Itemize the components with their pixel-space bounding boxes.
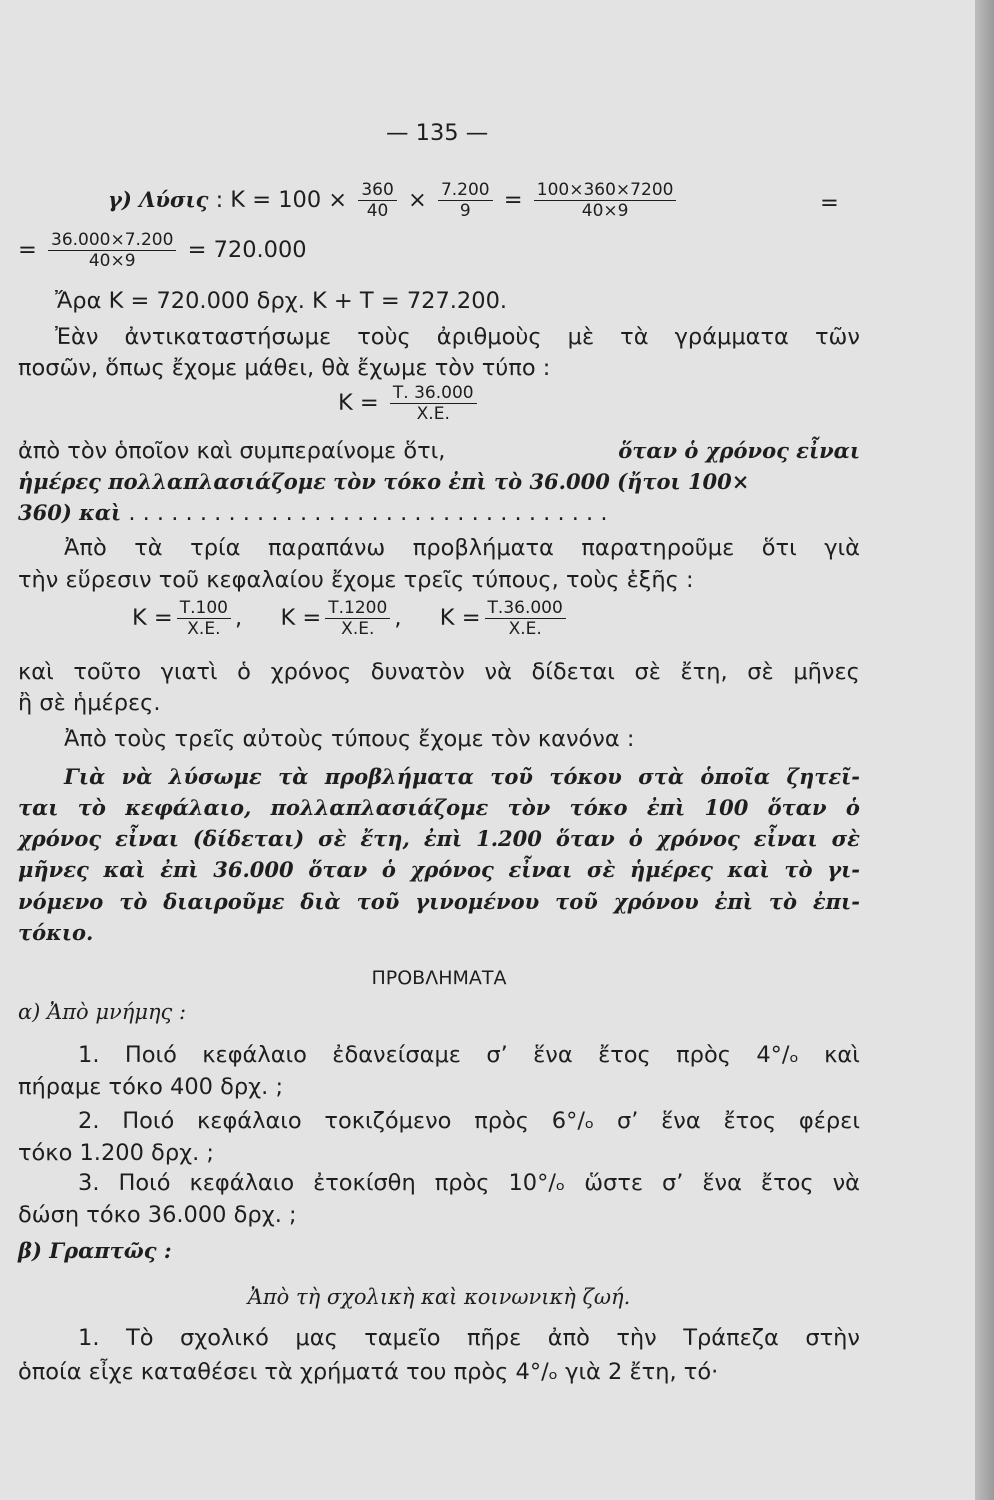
rule-line-4: μῆνες καὶ ἐπὶ 36.000 ὅταν ὁ χρόνος εἶναι σὲ ἡμέρες καὶ τὸ γι- bbox=[18, 857, 860, 882]
written-label: β) Γραπτῶς : bbox=[18, 1238, 172, 1263]
solution-label: γ) Λύσις bbox=[108, 187, 209, 212]
para2-line2: ἡμέρες πολλαπλασιάζομε τὸν τόκο ἐπὶ τὸ 36.000 (ἤτοι 100× bbox=[18, 469, 750, 494]
fraction-360-40: $\frac{360}{40}$ bbox=[358, 180, 396, 221]
para3-line1: Ἀπὸ τὰ τρία παραπάνω προβλήματα παρατηροῦμε ὅτι γιὰ bbox=[64, 535, 860, 561]
equals-sign: = bbox=[503, 187, 523, 213]
problems-heading: ΠΡΟΒΛΗΜΑΤΑ bbox=[371, 967, 507, 989]
para3-line3: καὶ τοῦτο γιατὶ ὁ χρόνος δυνατὸν νὰ δίδεται σὲ ἔτη, σὲ μῆνες bbox=[18, 659, 860, 685]
rule-line-2: ται τὸ κεφάλαιο, πολλαπλασιάζομε τὸν τόκο ἐπὶ 100 ὅταν ὁ bbox=[18, 795, 860, 820]
problem-1-line1: 1. Ποιό κεφάλαιο ἐδανείσαμε σ’ ἕνα ἔτος πρὸς 4°/ₒ καὶ bbox=[78, 1042, 860, 1068]
problem-2-line1: 2. Ποιό κεφάλαιο τοκιζόμενο πρὸς 6°/ₒ σ’ ἕνα ἔτος φέρει bbox=[78, 1108, 860, 1134]
fraction-36000: $\frac{36.000\times 7.200}{40\times 9}$ bbox=[48, 230, 176, 271]
formula-days: Κ = $\frac{T. 36.000}{X.E.}$ bbox=[338, 383, 481, 424]
para2-line1: ἀπὸ τὸν ὁποῖον καὶ συμπεραίνομε ὅτι, ὅταν ὁ χρόνος εἶναι bbox=[18, 438, 860, 464]
para2-line3: 360) καὶ . . . . . . . . . . . . . . . . . . . . . . . . . . . . . . . . . . bbox=[18, 500, 608, 526]
formula-days-2: Κ = $\frac{T.36.000}{X.E.}$ bbox=[440, 605, 570, 631]
problem-2-line2: τόκο 1.200 δρχ. ; bbox=[18, 1140, 214, 1166]
times-sign: × bbox=[407, 187, 427, 213]
written-1-line2: ὁποία εἶχε καταθέσει τὰ χρήματά του πρὸς 4°/ₒ γιὰ 2 ἔτη, τό· bbox=[18, 1359, 719, 1385]
written-1-line1: 1. Τὸ σχολικό μας ταμεῖο πῆρε ἀπὸ τὴν Τράπεζα στὴν bbox=[78, 1325, 860, 1351]
rule-line-5: νόμενο τὸ διαιροῦμε διὰ τοῦ γινομένου τοῦ χρόνου ἐπὶ τὸ ἐπι- bbox=[18, 889, 860, 914]
problem-1-line2: πήραμε τόκο 400 δρχ. ; bbox=[18, 1074, 284, 1100]
problem-3-line1: 3. Ποιό κεφάλαιο ἐτοκίσθη πρὸς 10°/ₒ ὥστε σ’ ἕνα ἔτος νὰ bbox=[78, 1170, 860, 1196]
solution-line-1 bbox=[108, 180, 680, 221]
equals-start: = bbox=[18, 237, 37, 263]
para3-line2: τὴν εὕρεσιν τοῦ κεφαλαίου ἔχομε τρεῖς τύπους, τοὺς ἑξῆς : bbox=[18, 567, 694, 593]
memory-label: α) Ἀπὸ μνήμης : bbox=[18, 1000, 187, 1024]
formula-months: Κ = $\frac{T.1200}{X.E.}$ , bbox=[280, 598, 402, 639]
written-subheading: Ἀπὸ τὴ σχολικὴ καὶ κοινωνικὴ ζωή. bbox=[247, 1285, 631, 1309]
three-formulas bbox=[132, 598, 570, 639]
rule-line-3: χρόνος εἶναι (δίδεται) σὲ ἔτη, ἐπὶ 1.200 ὅταν ὁ χρόνος εἶναι σὲ bbox=[18, 826, 860, 851]
solution-line-3: Ἄρα Κ = 720.000 δρχ. Κ + Τ = 727.200. bbox=[55, 288, 508, 314]
equals-end: = bbox=[820, 190, 839, 216]
page-number: — 135 — bbox=[386, 120, 489, 146]
rule-line-1: Γιὰ νὰ λύσωμε τὰ προβλήματα τοῦ τόκου στὰ ὁποῖα ζητεῖ- bbox=[64, 764, 860, 789]
rule-line-6: τόκιο. bbox=[18, 920, 94, 945]
problem-3-line2: δώση τόκο 36.000 δρχ. ; bbox=[18, 1202, 297, 1228]
fraction-7200-9: $\frac{7.200}{9}$ bbox=[438, 180, 493, 221]
formula-years: Κ = $\frac{T.100}{X.E.}$ , bbox=[132, 598, 243, 639]
fraction-product: $\frac{100\times 360\times 7200}{40\times 9}$ bbox=[534, 180, 677, 221]
para3-line4: ἢ σὲ ἡμέρες. bbox=[18, 690, 161, 716]
solution-line-2 bbox=[18, 230, 307, 271]
solution-result: = 720.000 bbox=[187, 237, 307, 263]
para4-line1: Ἀπὸ τοὺς τρεῖς αὐτοὺς τύπους ἔχομε τὸν κανόνα : bbox=[64, 726, 635, 752]
para1-line1: Ἐὰν ἀντικαταστήσωμε τοὺς ἀριθμοὺς μὲ τὰ γράμματα τῶν bbox=[55, 324, 860, 350]
para1-line2: ποσῶν, ὅπως ἔχομε μάθει, θὰ ἔχωμε τὸν τύπο : bbox=[18, 355, 551, 381]
page-edge bbox=[975, 0, 994, 1500]
solution-lhs: : Κ = 100 × bbox=[215, 187, 348, 213]
